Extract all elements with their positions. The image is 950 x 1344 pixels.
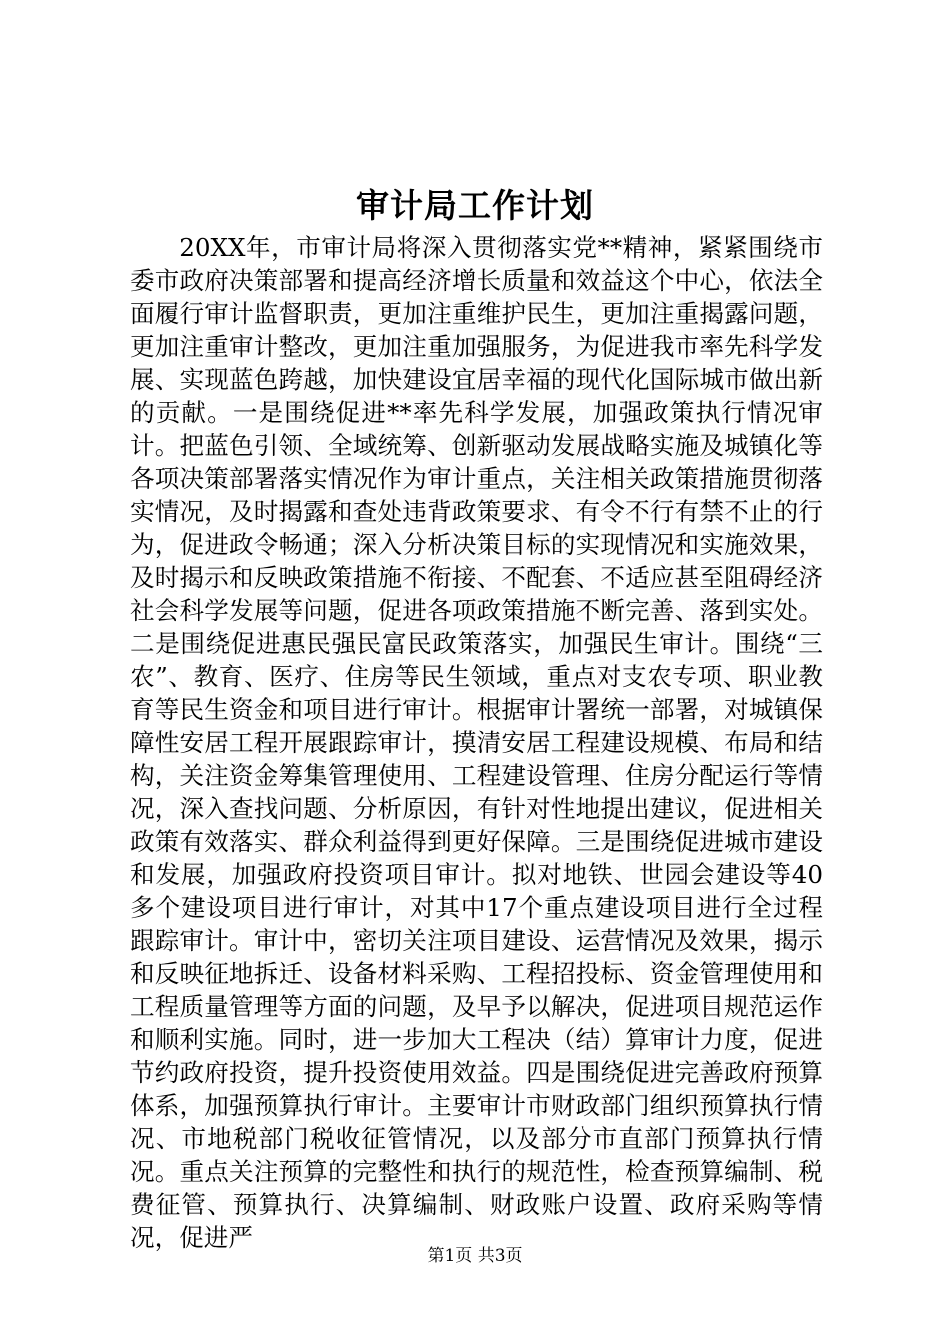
page-title: 审计局工作计划 — [356, 186, 594, 225]
body-paragraph: 20XX年，市审计局将深入贯彻落实党**精神，紧紧围绕市委市政府决策部署和提高经济增长质量和效益这个中心，依法全面履行审计监督职责，更加注重维护民生，更加注重揭露问题，更加注重审计整改，更加注重加强服务，为促进我市率先科学发展、实现蓝色跨越，加快建设宜居幸福的现代化国际城市做出新的贡献。一是围绕促进**率先科学发展，加强政策执行情况审计。把蓝色引领、全域统筹、创新驱动发展战略实施及城镇化等各项决策部署落实情况作为审计重点，关注相关政策措施贯彻落实情况，及时揭露和查处违背政策要求、有令不行有禁不止的行为，促进政令畅通；深入分析决策目标的实现情况和实施效果，及时揭示和反映政策措施不衔接、不配套、不适应甚至阻碍经济社会科学发展等问题，促进各项政策措施不断完善、落到实处。二是围绕促进惠民强民富民政策落实，加强民生审计。围绕“三农”、教育、医疗、住房等民生领域，重点对支农专项、职业教育等民生资金和项目进行审计。根据审计署统一部署，对城镇保障性安居工程开展跟踪审计，摸清安居工程建设规模、布局和结构，关注资金筹集管理使用、工程建设管理、住房分配运行等情况，深入查找问题、分析原因，有针对性地提出建议，促进相关政策有效落实、群众利益得到更好保障。三是围绕促进城市建设和发展，加强政府投资项目审计。拟对地铁、世园会建设等40多个建设项目进行审计，对其中17个重点建设项目进行全过程跟踪审计。审计中，密切关注项目建设、运营情况及效果，揭示和反映征地拆迁、设备材料采购、工程招投标、资金管理使用和工程质量管理等方面的问题，及早予以解决，促进项目规范运作和顺利实施。同时，进一步加大工程决（结）算审计力度，促进节约政府投资，提升投资使用效益。四是围绕促进完善政府预算体系，加强预算执行审计。主要审计市财政部门组织预算执行情况、市地税部门税收征管情况，以及部分市直部门预算执行情况。重点关注预算的完整性和执行的规范性，检查预算编制、税费征管、预算执行、决算编制、财政账户设置、政府采购等情况，促进严 — [130, 233, 823, 1252]
page-number-footer: 第1页 共3页 — [427, 1246, 523, 1266]
